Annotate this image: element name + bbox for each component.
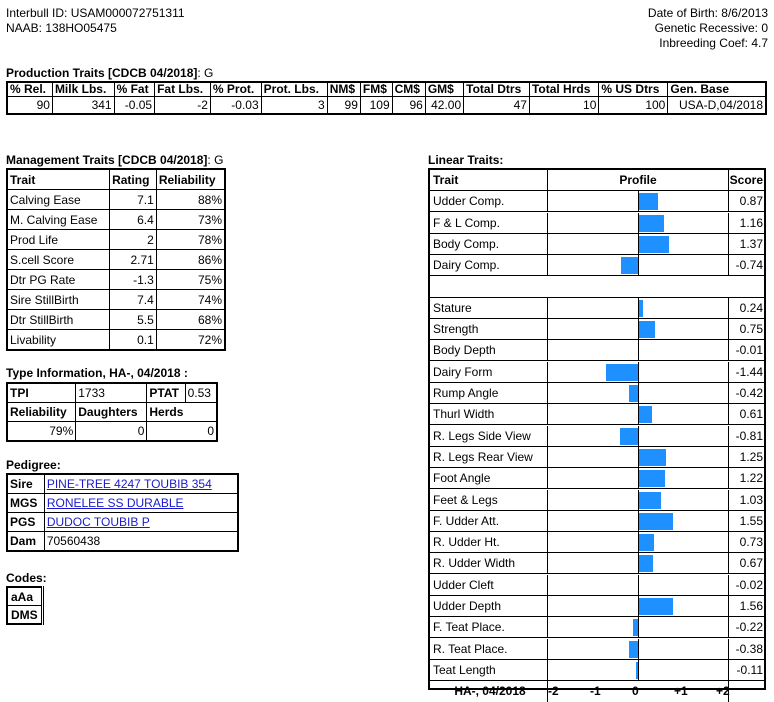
pedigree-value-cell <box>44 494 238 513</box>
zero-line <box>638 575 639 596</box>
trait-rating: 2 <box>110 230 157 250</box>
interbull-id: Interbull ID: USAM000072751311 <box>6 6 185 20</box>
trait-reliability: 86% <box>156 250 225 270</box>
linear-bar <box>638 470 665 487</box>
linear-profile-cell <box>548 596 729 617</box>
trait-reliability: 75% <box>156 270 225 290</box>
linear-profile-cell <box>548 298 729 319</box>
trait-name: Dtr PG Rate <box>7 270 110 290</box>
zero-line <box>638 234 639 255</box>
linear-score: 0.73 <box>729 532 766 553</box>
linear-trait-row <box>430 298 764 319</box>
linear-score: 1.37 <box>729 234 766 255</box>
linear-trait-row <box>430 213 764 234</box>
linear-trait-name: F. Teat Place. <box>430 617 548 638</box>
linear-title: Linear Traits: <box>428 153 504 167</box>
production-value-row <box>7 97 766 115</box>
table-row <box>7 250 225 270</box>
linear-bar <box>638 534 654 551</box>
linear-bar <box>638 406 652 423</box>
linear-header-row <box>430 170 764 191</box>
management-table <box>6 168 226 351</box>
production-value-cell: -0.05 <box>114 97 155 115</box>
linear-trait-name: Feet & Legs <box>430 490 548 511</box>
code-row <box>7 587 42 606</box>
ptat-value: 0.53 <box>185 383 217 403</box>
zero-line <box>638 298 639 319</box>
herds-value: 0 <box>147 422 217 442</box>
linear-trait-row <box>430 575 764 596</box>
management-title: Management Traits [CDCB 04/2018]: G <box>6 153 224 167</box>
linear-scale <box>548 681 729 702</box>
management-header-cell: Trait <box>7 169 110 190</box>
linear-score: 0.87 <box>729 191 766 212</box>
naab-code: NAAB: 138HO05475 <box>6 21 117 35</box>
linear-bar <box>638 236 669 253</box>
zero-line <box>638 404 639 425</box>
linear-trait-name: Rump Angle <box>430 383 548 404</box>
linear-footer-blank <box>729 681 766 702</box>
table-row <box>7 290 225 310</box>
linear-profile-cell <box>548 532 729 553</box>
linear-trait-name: R. Udder Ht. <box>430 532 548 553</box>
linear-profile-cell <box>548 660 729 681</box>
ptat-label: PTAT <box>147 383 185 403</box>
pedigree-link[interactable]: RONELEE SS DURABLE <box>46 496 184 510</box>
trait-reliability: 73% <box>156 210 225 230</box>
linear-profile-cell <box>548 511 729 532</box>
linear-profile-cell <box>548 213 729 234</box>
zero-line <box>638 532 639 553</box>
codes-table <box>6 586 44 625</box>
zero-line <box>638 255 639 276</box>
linear-bar <box>638 513 673 530</box>
zero-line <box>638 447 639 468</box>
pedigree-row <box>7 474 238 494</box>
production-value-cell: USA-D,04/2018 <box>668 97 766 115</box>
production-header-cell: % US Dtrs <box>599 82 668 97</box>
linear-trait-name: Body Depth <box>430 340 548 361</box>
linear-score: -0.42 <box>729 383 766 404</box>
production-header-cell: Prot. Lbs. <box>261 82 327 97</box>
linear-score: 0.67 <box>729 553 766 574</box>
linear-trait-row <box>430 255 764 276</box>
linear-profile-cell <box>548 426 729 447</box>
zero-line <box>638 660 639 681</box>
management-header-row <box>7 169 225 190</box>
linear-profile-cell <box>548 234 729 255</box>
code-item: aAa <box>7 587 42 606</box>
linear-score: -1.44 <box>729 362 766 383</box>
spacer <box>430 277 764 298</box>
linear-trait-name: Thurl Width <box>430 404 548 425</box>
linear-score: 1.16 <box>729 213 766 234</box>
date-of-birth: Date of Birth: 8/6/2013 <box>647 6 768 20</box>
linear-bar <box>638 321 655 338</box>
linear-profile-cell <box>548 639 729 660</box>
scale-tick-label: -2 <box>548 684 559 699</box>
tpi-value: 1733 <box>76 383 147 403</box>
linear-bar <box>638 555 653 572</box>
inbreeding-coef: Inbreeding Coef: 4.7 <box>659 36 768 50</box>
production-value-cell: 109 <box>360 97 392 115</box>
linear-score: -0.01 <box>729 340 766 361</box>
zero-line <box>638 596 639 617</box>
production-value-cell: 47 <box>464 97 530 115</box>
linear-profile-cell <box>548 575 729 596</box>
linear-traits-grid <box>428 168 766 699</box>
linear-trait-row <box>430 468 764 489</box>
linear-trait-name: Dairy Comp. <box>430 255 548 276</box>
management-header-cell: Rating <box>110 169 157 190</box>
linear-trait-name: F. Udder Att. <box>430 511 548 532</box>
production-value-cell: 96 <box>392 97 425 115</box>
production-header-cell: GM$ <box>425 82 463 97</box>
pedigree-link[interactable]: PINE-TREE 4247 TOUBIB 354 <box>46 477 212 491</box>
linear-profile-cell <box>548 447 729 468</box>
linear-trait-name: R. Legs Rear View <box>430 447 548 468</box>
trait-rating: -1.3 <box>110 270 157 290</box>
production-header-row <box>7 82 766 97</box>
production-header-cell: % Rel. <box>7 82 52 97</box>
trait-name: Livability <box>7 330 110 351</box>
linear-trait-name: Stature <box>430 298 548 319</box>
table-row <box>7 330 225 351</box>
table-row <box>7 210 225 230</box>
pedigree-value: 70560438 <box>46 534 101 548</box>
linear-trait-name: F & L Comp. <box>430 213 548 234</box>
zero-line <box>638 468 639 489</box>
linear-trait-name: R. Udder Width <box>430 553 548 574</box>
production-header-cell: Gen. Base <box>668 82 766 97</box>
zero-line <box>638 639 639 660</box>
linear-profile-cell <box>548 617 729 638</box>
type-info-title: Type Information, HA-, 04/2018 : <box>6 366 188 380</box>
linear-footer-row <box>430 681 764 702</box>
linear-trait-name: R. Legs Side View <box>430 426 548 447</box>
zero-line <box>638 340 639 361</box>
daughters-value: 0 <box>76 422 147 442</box>
zero-line <box>638 362 639 383</box>
linear-bar <box>629 385 638 402</box>
trait-rating: 7.4 <box>110 290 157 310</box>
scale-tick-label: 0 <box>632 684 639 699</box>
linear-trait-name: Body Comp. <box>430 234 548 255</box>
linear-bar <box>620 428 638 445</box>
production-value-cell: 341 <box>52 97 114 115</box>
linear-score: 0.75 <box>729 319 766 340</box>
linear-score: 0.61 <box>729 404 766 425</box>
linear-profile-cell <box>548 362 729 383</box>
production-title: Production Traits [CDCB 04/2018]: G <box>6 66 214 80</box>
linear-trait-row <box>430 319 764 340</box>
management-header-cell: Reliability <box>156 169 225 190</box>
linear-trait-name: Strength <box>430 319 548 340</box>
zero-line <box>638 553 639 574</box>
linear-trait-row <box>430 660 764 681</box>
production-header-cell: Milk Lbs. <box>52 82 114 97</box>
zero-line <box>638 426 639 447</box>
trait-reliability: 74% <box>156 290 225 310</box>
pedigree-row <box>7 494 238 513</box>
linear-profile-cell <box>548 468 729 489</box>
linear-bar <box>621 257 638 274</box>
linear-bar <box>638 492 661 509</box>
scale-tick-label: +2 <box>716 684 730 699</box>
linear-trait-row <box>430 553 764 574</box>
linear-trait-row <box>430 617 764 638</box>
linear-profile-cell <box>548 490 729 511</box>
linear-trait-name: Dairy Form <box>430 362 548 383</box>
trait-reliability: 72% <box>156 330 225 351</box>
production-value-cell: -0.03 <box>210 97 261 115</box>
production-value-cell: 42.00 <box>425 97 463 115</box>
trait-rating: 5.5 <box>110 310 157 330</box>
linear-score: -0.81 <box>729 426 766 447</box>
linear-profile-cell <box>548 340 729 361</box>
linear-profile-cell <box>548 255 729 276</box>
production-value-cell: -2 <box>155 97 211 115</box>
linear-trait-row <box>430 426 764 447</box>
linear-trait-row <box>430 340 764 361</box>
table-row <box>7 270 225 290</box>
pedigree-value-cell <box>44 474 238 494</box>
trait-rating: 6.4 <box>110 210 157 230</box>
trait-reliability: 88% <box>156 190 225 210</box>
linear-bar <box>638 598 673 615</box>
linear-score: -0.38 <box>729 639 766 660</box>
production-value-cell: 3 <box>261 97 327 115</box>
linear-trait-row <box>430 596 764 617</box>
table-row <box>7 190 225 210</box>
pedigree-value-cell <box>44 532 238 552</box>
production-header-cell: Total Hrds <box>529 82 598 97</box>
linear-score: 1.25 <box>729 447 766 468</box>
linear-footer-label: HA-, 04/2018 <box>430 681 548 702</box>
linear-profile-cell <box>548 191 729 212</box>
trait-reliability: 78% <box>156 230 225 250</box>
pedigree-label: PGS <box>7 513 44 532</box>
linear-profile-cell <box>548 383 729 404</box>
linear-score: -0.02 <box>729 575 766 596</box>
linear-trait-row <box>430 362 764 383</box>
herds-label: Herds <box>147 403 217 422</box>
production-header-cell: Fat Lbs. <box>155 82 211 97</box>
code-item: DMS <box>7 606 42 625</box>
production-table <box>6 81 767 115</box>
linear-bar <box>606 364 638 381</box>
pedigree-label: MGS <box>7 494 44 513</box>
trait-name: Sire StillBirth <box>7 290 110 310</box>
code-row <box>7 606 42 625</box>
production-value-cell: 100 <box>599 97 668 115</box>
linear-trait-row <box>430 404 764 425</box>
header-left <box>6 6 185 36</box>
reliability-value: 79% <box>7 422 76 442</box>
linear-profile-cell <box>548 404 729 425</box>
pedigree-link[interactable]: DUDOC TOUBIB P <box>46 515 150 529</box>
linear-trait-row <box>430 447 764 468</box>
linear-trait-name: Teat Length <box>430 660 548 681</box>
header-right <box>648 6 768 51</box>
zero-line <box>638 191 639 212</box>
linear-header-cell: Score <box>729 170 766 191</box>
trait-rating: 2.71 <box>110 250 157 270</box>
linear-trait-name: Udder Cleft <box>430 575 548 596</box>
trait-name: S.cell Score <box>7 250 110 270</box>
table-row <box>7 310 225 330</box>
linear-profile-cell <box>548 319 729 340</box>
pedigree-label: Dam <box>7 532 44 552</box>
linear-trait-name: Udder Comp. <box>430 191 548 212</box>
production-header-cell: % Prot. <box>210 82 261 97</box>
linear-trait-row <box>430 234 764 255</box>
linear-score: 0.24 <box>729 298 766 319</box>
linear-bar <box>629 641 638 658</box>
production-header-cell: FM$ <box>360 82 392 97</box>
production-header-cell: % Fat <box>114 82 155 97</box>
type-info-table <box>6 382 218 442</box>
linear-bar <box>638 449 666 466</box>
linear-trait-name: R. Teat Place. <box>430 639 548 660</box>
pedigree-row <box>7 513 238 532</box>
linear-trait-name: Udder Depth <box>430 596 548 617</box>
linear-trait-row <box>430 639 764 660</box>
trait-rating: 0.1 <box>110 330 157 351</box>
table-row <box>7 230 225 250</box>
trait-name: Dtr StillBirth <box>7 310 110 330</box>
daughters-label: Daughters <box>76 403 147 422</box>
production-value-cell: 90 <box>7 97 52 115</box>
trait-rating: 7.1 <box>110 190 157 210</box>
production-header-cell: CM$ <box>392 82 425 97</box>
pedigree-value-cell <box>44 513 238 532</box>
linear-score: 1.56 <box>729 596 766 617</box>
linear-score: 1.55 <box>729 511 766 532</box>
linear-bar <box>638 193 658 210</box>
linear-score: -0.11 <box>729 660 766 681</box>
scale-tick-label: -1 <box>590 684 601 699</box>
zero-line <box>638 490 639 511</box>
linear-header-cell: Profile <box>548 170 729 191</box>
pedigree-label: Sire <box>7 474 44 494</box>
linear-score: 1.22 <box>729 468 766 489</box>
genetic-recessive: Genetic Recessive: 0 <box>654 21 768 35</box>
linear-score: -0.74 <box>729 255 766 276</box>
linear-bar <box>638 215 664 232</box>
production-header-cell: NM$ <box>327 82 360 97</box>
linear-header-cell: Trait <box>430 170 548 191</box>
production-header-cell: Total Dtrs <box>464 82 530 97</box>
pedigree-title: Pedigree: <box>6 458 61 472</box>
trait-reliability: 68% <box>156 310 225 330</box>
linear-trait-row <box>430 383 764 404</box>
linear-trait-row <box>430 490 764 511</box>
linear-spacer-row <box>430 277 764 298</box>
pedigree-table <box>6 473 239 552</box>
linear-score: 1.03 <box>729 490 766 511</box>
trait-name: M. Calving Ease <box>7 210 110 230</box>
trait-name: Prod Life <box>7 230 110 250</box>
trait-name: Calving Ease <box>7 190 110 210</box>
reliability-label: Reliability <box>7 403 76 422</box>
linear-trait-row <box>430 532 764 553</box>
production-value-cell: 10 <box>529 97 598 115</box>
linear-trait-row <box>430 191 764 212</box>
zero-line <box>638 319 639 340</box>
linear-trait-name: Foot Angle <box>430 468 548 489</box>
linear-profile-cell <box>548 553 729 574</box>
zero-line <box>638 213 639 234</box>
tpi-label: TPI <box>7 383 76 403</box>
scale-tick-label: +1 <box>674 684 688 699</box>
linear-trait-row <box>430 511 764 532</box>
codes-title: Codes: <box>6 571 47 585</box>
production-value-cell: 99 <box>327 97 360 115</box>
zero-line <box>638 617 639 638</box>
zero-line <box>638 383 639 404</box>
linear-score: -0.22 <box>729 617 766 638</box>
pedigree-row <box>7 532 238 552</box>
zero-line <box>638 511 639 532</box>
